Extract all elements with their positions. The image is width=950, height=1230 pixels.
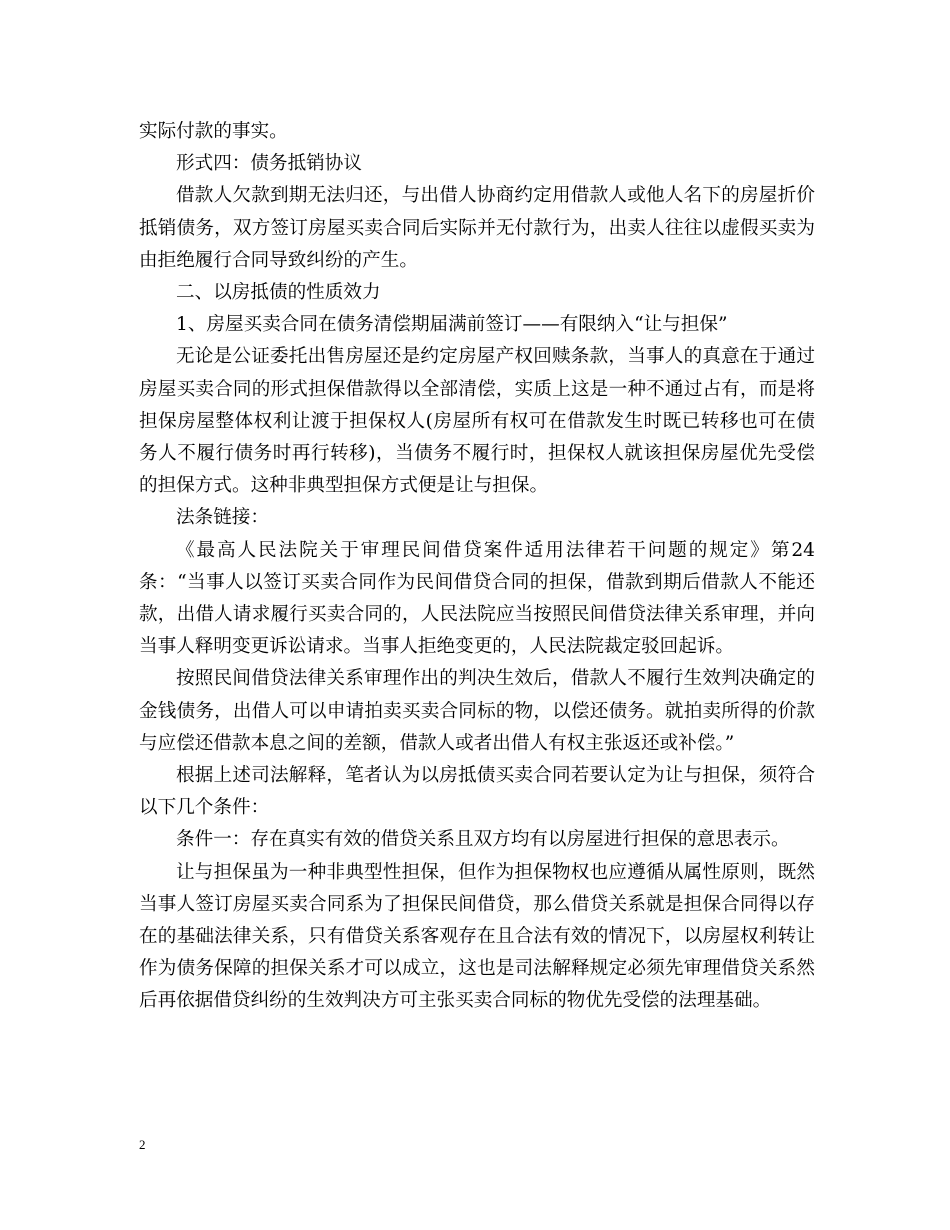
document-body: [139, 116, 815, 1018]
paragraph: 形式四：债务抵销协议: [176, 153, 362, 175]
section-heading: 二、以房抵债的性质效力: [176, 282, 381, 304]
paragraph: 按照民间借贷法律关系审理作出的判决生效后，借款人不履行生效判决确定的金钱债务，出借人可以申请拍卖买卖合同标的物，以偿还债务。就拍卖所得的价款与应偿还借款本息之间的差额，借款人或者出借人有权主张返还或补偿。”: [139, 668, 815, 754]
subsection-heading: 1、房屋买卖合同在债务清偿期届满前签订——有限纳入“让与担保”: [176, 314, 728, 336]
paragraph: 借款人欠款到期无法归还，与出借人协商约定用借款人或他人名下的房屋折价抵销债务，双方签订房屋买卖合同后实际并无付款行为，出卖人往往以虚假买卖为由拒绝履行合同导致纠纷的产生。: [139, 185, 815, 271]
paragraph: 实际付款的事实。: [139, 121, 288, 142]
paragraph: 根据上述司法解释，笔者认为以房抵债买卖合同若要认定为让与担保，须符合以下几个条件：: [139, 765, 815, 819]
paragraph: 法条链接：: [176, 507, 269, 529]
page-number: 2: [139, 1137, 146, 1152]
paragraph: 条件一：存在真实有效的借贷关系且双方均有以房屋进行担保的意思表示。: [176, 829, 790, 851]
paragraph: 《最高人民法院关于审理民间借贷案件适用法律若干问题的规定》第24条：“当事人以签订买卖合同作为民间借贷合同的担保，借款到期后借款人不能还款，出借人请求履行买卖合同的，人民法院应当按照民间借贷法律关系审理，并向当事人释明变更诉讼请求。当事人拒绝变更的，人民法院裁定驳回起诉。: [139, 539, 815, 658]
paragraph: 让与担保虽为一种非典型性担保，但作为担保物权也应遵循从属性原则，既然当事人签订房屋买卖合同系为了担保民间借贷，那么借贷关系就是担保合同得以存在的基础法律关系，只有借贷关系客观存在且合法有效的情况下，以房屋权利转让作为债务保障的担保关系才可以成立，这也是司法解释规定必须先审理借贷关系然后再依据借贷纠纷的生效判决方可主张买卖合同标的物优先受偿的法理基础。: [139, 861, 815, 1012]
paragraph: 无论是公证委托出售房屋还是约定房屋产权回赎条款，当事人的真意在于通过房屋买卖合同的形式担保借款得以全部清偿，实质上这是一种不通过占有，而是将担保房屋整体权利让渡于担保权人(房屋所有权可在借款发生时既已转移也可在债务人不履行债务时再行转移)，当债务不履行时，担保权人就该担保房屋优先受偿的担保方式。这种非典型担保方式便是让与担保。: [139, 346, 815, 497]
